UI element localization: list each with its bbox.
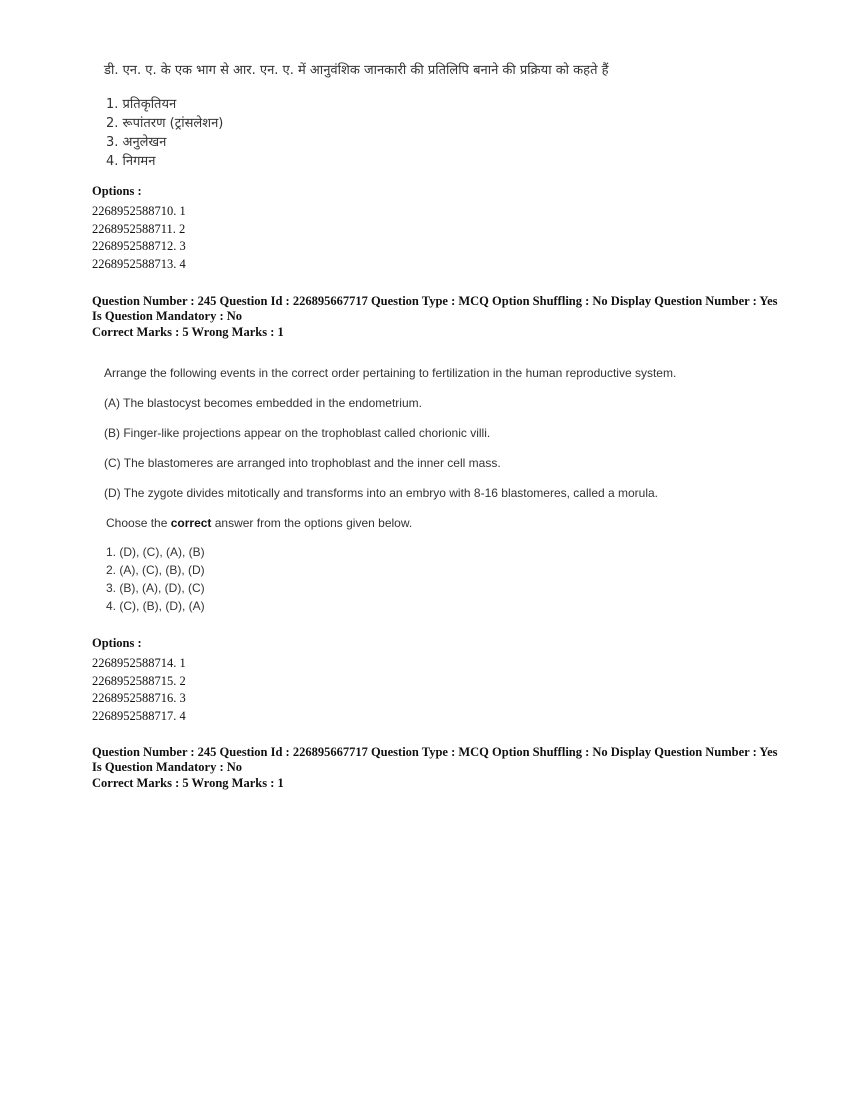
- options-heading: Options :: [92, 184, 142, 198]
- event-item: (A) The blastocyst becomes embedded in the endometrium.: [104, 396, 422, 410]
- question-text: डी. एन. ए. के एक भाग से आर. एन. ए. में आनुवंशिक जानकारी की प्रतिलिपि बनाने की प्रक्रिया को कहते हैं: [104, 63, 609, 78]
- option-id: 2268952588712. 3: [92, 239, 186, 254]
- question-marks: Correct Marks : 5 Wrong Marks : 1: [92, 776, 284, 790]
- option-id: 2268952588710. 1: [92, 204, 186, 218]
- option-id: 2268952588713. 4: [92, 256, 186, 271]
- option-id: 2268952588711. 2: [92, 221, 186, 236]
- options-block: [92, 184, 186, 273]
- answer-choice: 2. (A), (C), (B), (D): [106, 563, 205, 577]
- question-meta: [92, 745, 782, 791]
- question-meta: [92, 294, 782, 340]
- event-item: (C) The blastomeres are arranged into trophoblast and the inner cell mass.: [104, 456, 501, 470]
- event-item: (B) Finger-like projections appear on the trophoblast called chorionic villi.: [104, 426, 491, 440]
- instruction-text: answer from the options given below.: [211, 516, 413, 530]
- question-hindi: [104, 60, 804, 172]
- question-meta-line: Question Number : 245 Question Id : 226895667717 Question Type : MCQ Option Shuffling : No Display Question Number : Yes Is Question Mandatory : No: [92, 745, 778, 774]
- question-english: [104, 366, 804, 617]
- option-id: 2268952588715. 2: [92, 673, 186, 688]
- answer-choice: 1. (D), (C), (A), (B): [106, 545, 205, 559]
- option-id: 2268952588716. 3: [92, 691, 186, 706]
- option-id: 2268952588717. 4: [92, 708, 186, 723]
- question-text: Arrange the following events in the correct order pertaining to fertilization in the human reproductive system.: [104, 366, 677, 380]
- answer-choice: 3. अनुलेखन: [106, 135, 167, 150]
- question-meta-line: Question Number : 245 Question Id : 226895667717 Question Type : MCQ Option Shuffling : No Display Question Number : Yes Is Question Mandatory : No: [92, 294, 778, 323]
- options-block: [92, 636, 186, 725]
- options-heading: Options :: [92, 636, 142, 650]
- question-instruction: [106, 516, 804, 531]
- event-item: (D) The zygote divides mitotically and transforms into an embryo with 8-16 blastomeres, called a morula.: [104, 486, 659, 500]
- answer-choice: 3. (B), (A), (D), (C): [106, 581, 205, 595]
- question-marks: Correct Marks : 5 Wrong Marks : 1: [92, 325, 284, 339]
- answer-choice: 4. (C), (B), (D), (A): [106, 599, 205, 613]
- answer-choice: 2. रूपांतरण (ट्रांसलेशन): [106, 116, 224, 131]
- answer-choice: 1. प्रतिकृतियन: [106, 97, 177, 112]
- instruction-text: Choose the: [106, 516, 171, 530]
- answer-choice: 4. निगमन: [106, 154, 156, 169]
- option-id: 2268952588714. 1: [92, 656, 186, 670]
- instruction-emphasis: correct: [170, 516, 212, 530]
